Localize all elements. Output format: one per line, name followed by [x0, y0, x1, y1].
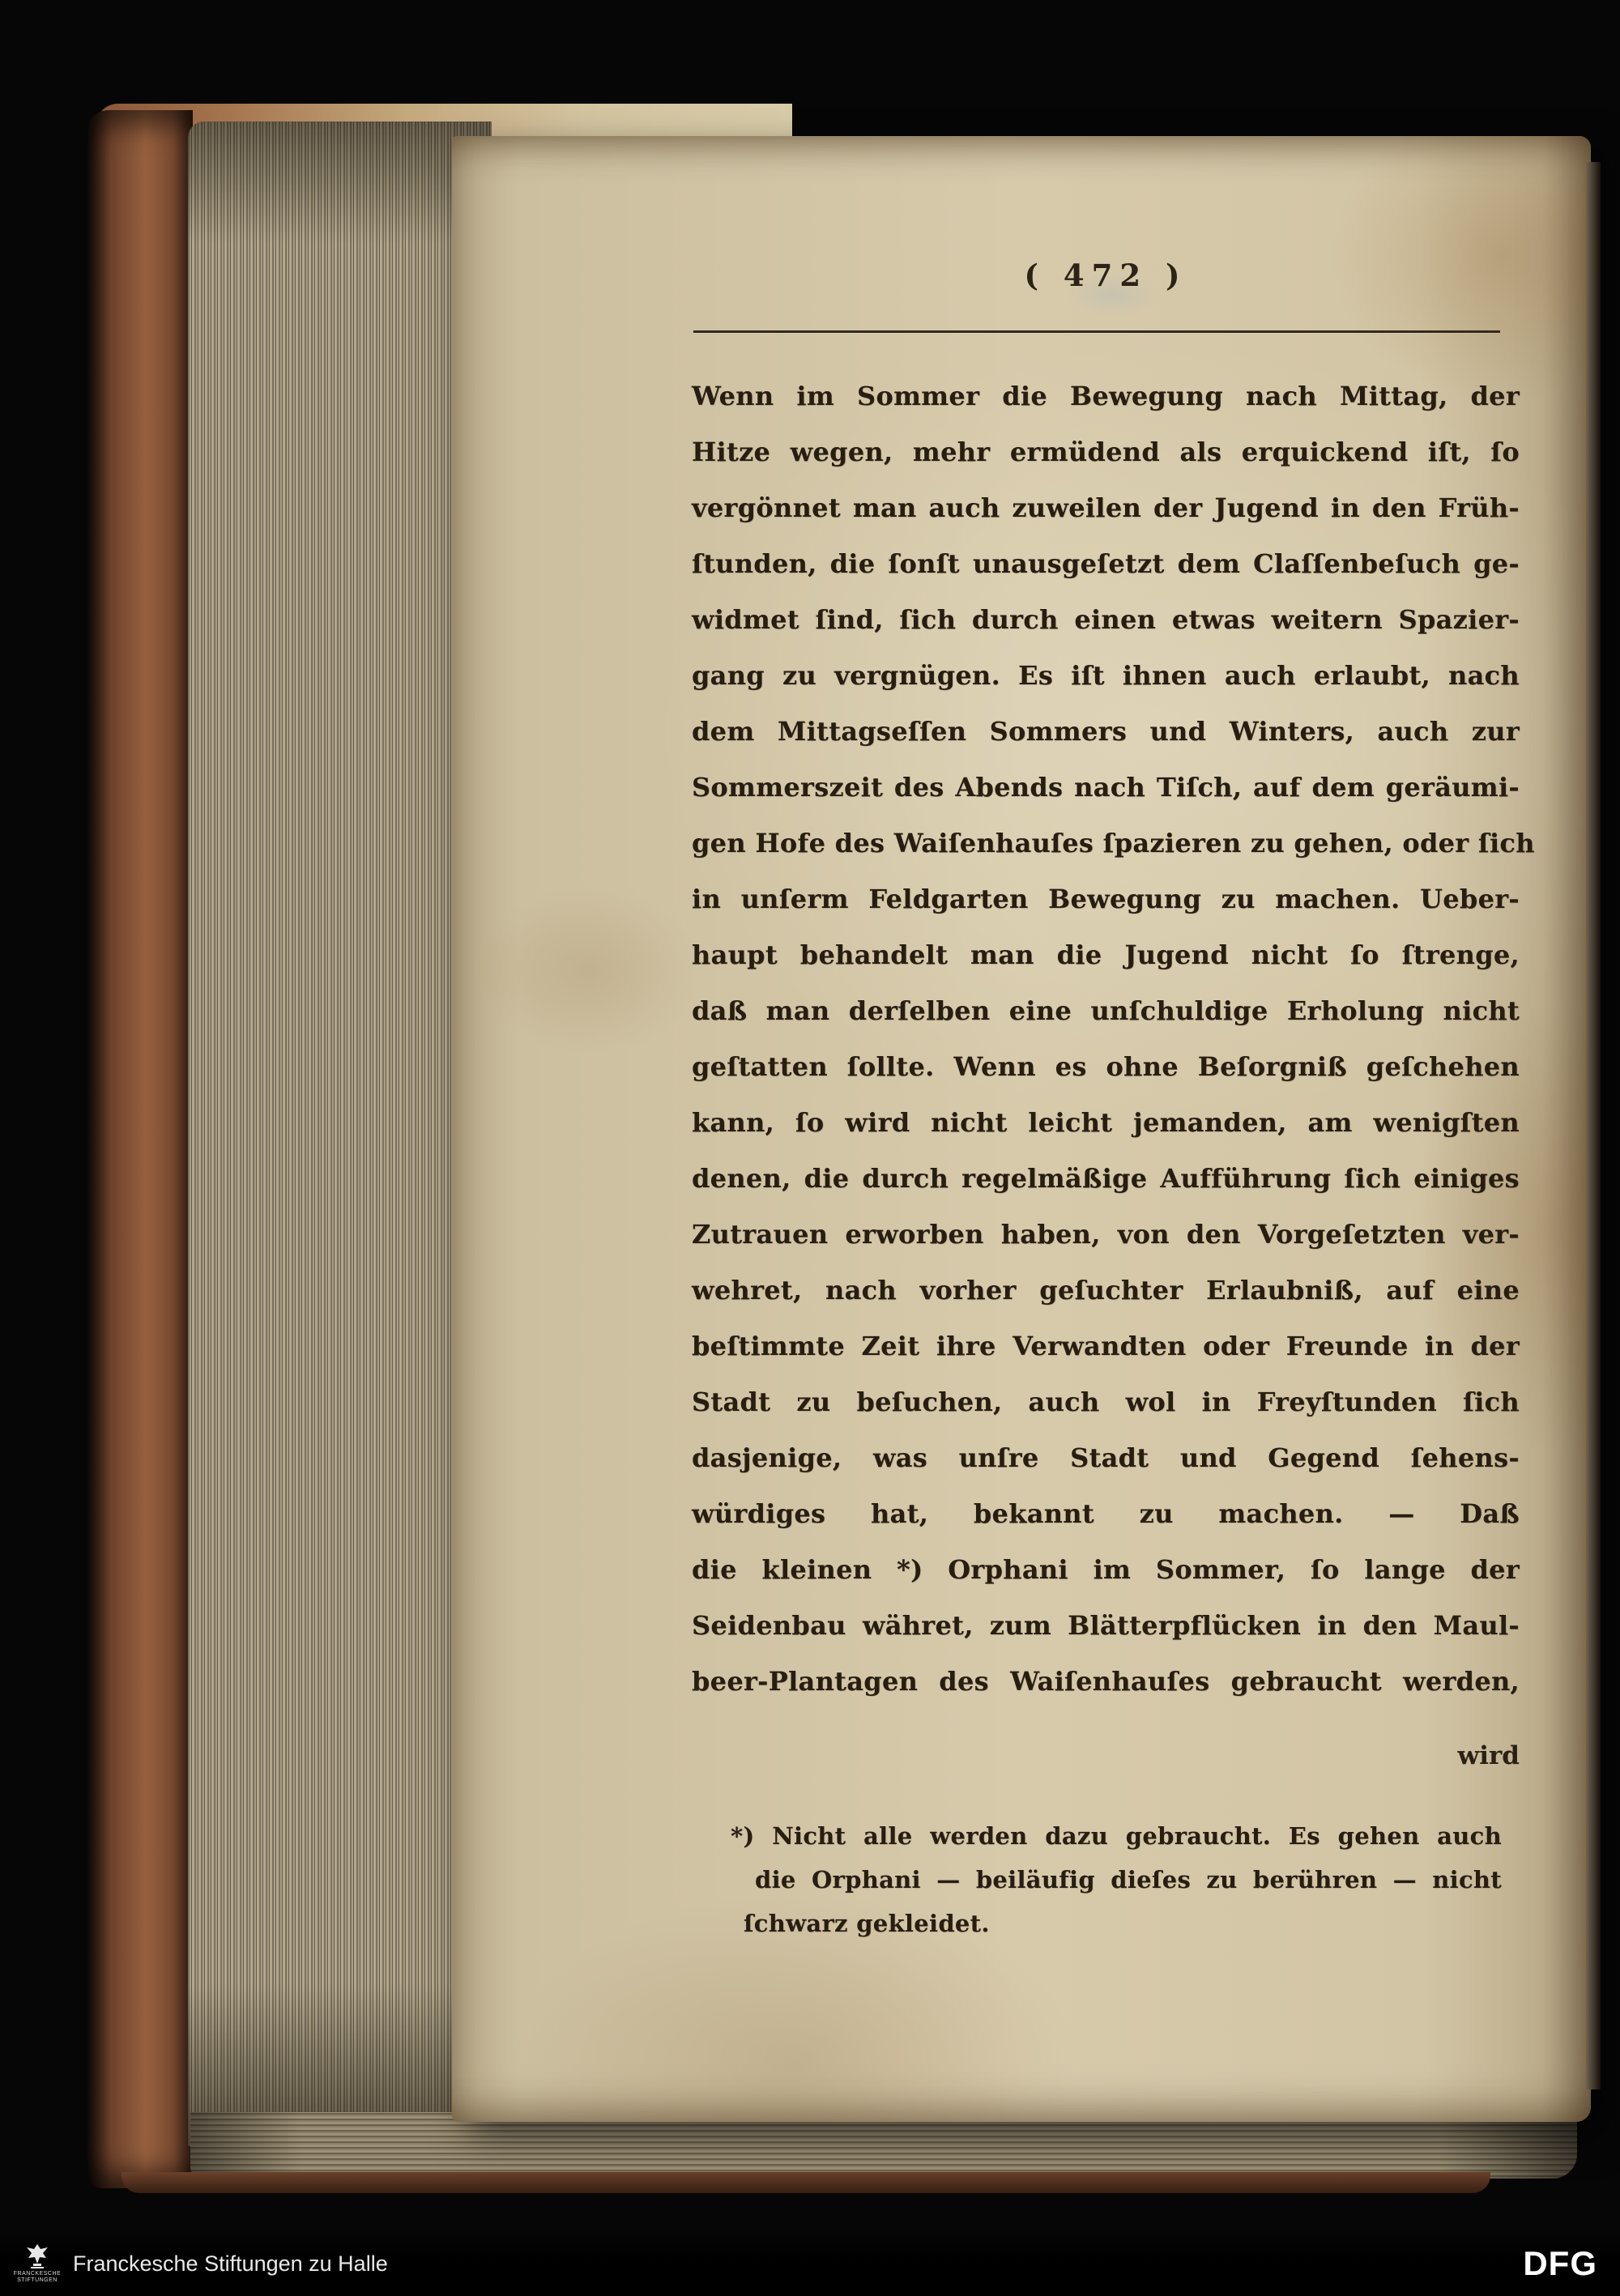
page-text-block [692, 368, 1535, 1710]
text-line: würdiges hat, bekannt zu machen. — Daß [692, 1498, 1520, 1529]
text-line: dem Mittagseſſen Sommers und Winters, auch zur [692, 716, 1520, 747]
text-line: gang zu vergnügen. Es iſt ihnen auch erlaubt, nach [692, 660, 1520, 691]
text-line: beer-Plantagen des Waiſenhauſes gebraucht werden, [692, 1666, 1520, 1697]
text-line: denen, die durch regelmäßige Aufführung ſich einiges [692, 1163, 1520, 1194]
footnote-line: ſchwarz gekleidet. [744, 1910, 990, 1937]
text-line: Stadt zu beſuchen, auch wol in Freyſtunden ſich [692, 1387, 1520, 1417]
text-line: daß man derſelben eine unſchuldige Erholung nicht [692, 995, 1520, 1026]
book-cover-bottom-edge [122, 2172, 1490, 2193]
institution-label: Franckesche Stiftungen zu Halle [73, 2251, 388, 2276]
text-line: Sommerszeit des Abends nach Tiſch, auf dem geräumi- [692, 772, 1520, 803]
page-right-edge [1586, 162, 1601, 2089]
text-line: widmet ſind, ſich durch einen etwas weitern Spazier- [692, 604, 1520, 635]
header-rule [693, 330, 1500, 333]
text-line: Hitze wegen, mehr ermüdend als erquickend iſt, ſo [692, 437, 1520, 467]
text-line: haupt behandelt man die Jugend nicht ſo ſtrenge, [692, 939, 1520, 970]
book-cover-spine [87, 110, 193, 2188]
page-stack-fore-edge [188, 121, 492, 2146]
footnote-line: *) Nicht alle werden dazu gebraucht. Es gehen auch [731, 1822, 1502, 1850]
text-line: beſtimmte Zeit ihre Verwandten oder Freunde in der [692, 1331, 1520, 1361]
text-line: dasjenige, was unſre Stadt und Gegend ſehens- [692, 1442, 1520, 1473]
text-line: vergönnet man auch zuweilen der Jugend in den Früh- [692, 492, 1520, 523]
text-line: Seidenbau währet, zum Blätterpflücken in den Maul- [692, 1610, 1520, 1641]
text-line: wehret, nach vorher geſuchter Erlaubniß, auf eine [692, 1275, 1520, 1306]
text-line: gen Hofe des Waiſenhauſes ſpazieren zu gehen, oder ſich [692, 828, 1535, 858]
text-line: geſtatten ſollte. Wenn es ohne Beſorgniß geſchehen [692, 1051, 1520, 1082]
dfg-logo: DFG [1523, 2244, 1597, 2282]
book-page [452, 136, 1591, 2122]
text-line: ſtunden, die ſonſt unausgeſetzt dem Claſſenbeſuch ge- [692, 548, 1520, 579]
catchword: wird [1457, 1741, 1520, 1770]
text-line: Zutrauen erworben haben, von den Vorgeſetzten ver- [692, 1219, 1520, 1250]
footnote-block [731, 1814, 1502, 1945]
franckesche-logo [13, 2243, 62, 2284]
franckesche-logo-caption: FRANCKESCHE STIFTUNGEN [13, 2271, 62, 2283]
page-stack-bottom-edge [190, 2112, 1577, 2179]
franckesche-logo-icon [23, 2243, 52, 2269]
text-line: die kleinen *) Orphani im Sommer, ſo lange der [692, 1554, 1520, 1585]
footnote-line: die Orphani — beiläufig dieſes zu berühren — nicht [755, 1866, 1502, 1893]
viewer-footer-bar [0, 2231, 1620, 2296]
text-line: in unſerm Feldgarten Bewegung zu machen. Ueber- [692, 884, 1520, 914]
text-line: kann, ſo wird nicht leicht jemanden, am wenigſten [692, 1107, 1520, 1138]
text-line: Wenn im Sommer die Bewegung nach Mittag, der [692, 381, 1520, 411]
page-number: ( 472 ) [1024, 258, 1187, 293]
